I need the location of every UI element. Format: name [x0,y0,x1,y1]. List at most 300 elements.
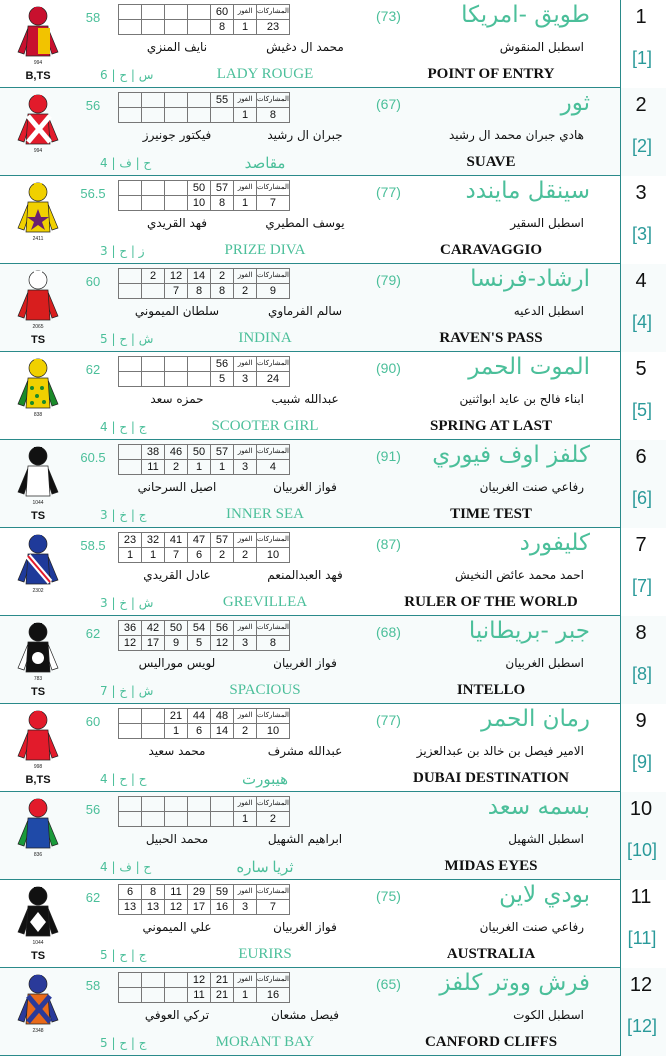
stat-cell [211,812,234,827]
trainer-name: فهد القريدي [146,216,208,230]
stat-cell [142,357,165,372]
barrier-number: [5] [631,400,652,420]
runs-label: المشاركات [257,533,290,548]
wins-label: الفوز [234,5,257,20]
extra-first-cell [119,357,142,372]
stat-cell [142,988,165,1003]
stat-cell [188,372,211,387]
horse-info: 7 | ش | خ [100,684,154,698]
dam-name: INNER SEA [226,506,304,522]
silk-id: 1044 [32,500,44,506]
horse-name-arabic: ارشاد-فرنسا [470,266,590,292]
horse-info: 3 | ز | ح [100,244,145,258]
stat-cell: 17 [188,900,211,915]
divider [620,0,621,88]
sire-name: CANFORD CLIFFS [424,1034,558,1050]
stat-cell: 16 [257,988,290,1003]
owner-stable: اسطبل الشهيل [508,832,584,846]
trainer-name: حمزه سعد [150,392,204,406]
barrier-number: [8] [631,664,652,684]
race-entry-row [0,792,666,880]
rating: (75) [376,888,401,904]
stat-cell: 8 [211,196,234,211]
wins-label: الفوز [234,885,257,900]
extra-first-cell [119,797,142,812]
weight: 56 [85,802,101,817]
stat-cell: 6 [188,548,211,563]
stat-cell: 7 [257,196,290,211]
race-entry-row [0,264,666,352]
sire-name: AUSTRALIA [446,946,536,962]
runs-label: المشاركات [257,269,290,284]
runs-label: المشاركات [257,973,290,988]
trainer-name: سلطان الميموني [134,304,220,318]
jockey-name: عبدالله شبيب [271,392,339,406]
race-entry-row [0,704,666,792]
stat-cell [165,797,188,812]
runs-label: المشاركات [257,93,290,108]
divider [620,792,621,880]
wins-label: الفوز [234,357,257,372]
stat-cell [165,973,188,988]
stat-cell [142,372,165,387]
barrier-number: [7] [631,576,652,596]
stat-cell: 7 [257,900,290,915]
divider [620,968,621,1056]
stat-cell: 13 [142,900,165,915]
sire-name: RAVEN'S PASS [439,330,543,346]
stat-cell [142,5,165,20]
runs-label: المشاركات [257,885,290,900]
trainer-name: لويس موراليس [138,656,216,670]
extra-first-cell [119,181,142,196]
runs-label: المشاركات [257,797,290,812]
stat-cell: 3 [234,372,257,387]
horse-info: 4 | ح | ح [100,772,147,786]
extra-first-w-cell: 12 [119,636,142,651]
weight: 60.5 [80,450,106,465]
stat-cell: 23 [257,20,290,35]
stat-cell [165,181,188,196]
form-stats-table [118,972,290,1003]
wins-label: الفوز [234,181,257,196]
extra-first-w-cell [119,724,142,739]
stat-cell [165,93,188,108]
dam-name: EURIRS [238,946,292,962]
wins-label: الفوز [234,973,257,988]
stat-cell: 5 [211,372,234,387]
race-entry-row [0,352,666,440]
divider [620,704,621,792]
entry-number: 8 [635,622,647,644]
stat-cell: 2 [234,284,257,299]
extra-first-w-cell [119,108,142,123]
owner-stable: رفاعي صنت الغربيان [479,920,584,934]
weight: 60 [85,714,101,729]
stat-cell: 54 [188,621,211,636]
owner-stable: اسطبل المنقوش [499,40,584,54]
horse-name-arabic: الموت الحمر [468,354,590,380]
stat-cell: 11 [142,460,165,475]
entry-number: 1 [635,6,647,28]
stat-cell [165,20,188,35]
stat-cell: 8 [257,108,290,123]
stat-cell: 50 [165,621,188,636]
wins-label: الفوز [234,269,257,284]
jockey-name: فيصل مشعان [270,1008,340,1022]
form-stats-table [118,620,290,651]
sire-name: CARAVAGGIO [440,242,542,258]
stat-cell: 12 [165,269,188,284]
sire-name: MIDAS EYES [444,858,538,874]
stat-cell: 2 [234,548,257,563]
barrier-number: [4] [631,312,652,332]
silk-id: 1044 [32,940,44,946]
jockey-name: يوسف المطيري [265,216,345,230]
jockey-name: جبران ال رشيد [267,128,343,142]
form-stats-table [118,180,290,211]
stat-cell: 3 [234,900,257,915]
sire-name: POINT OF ENTRY [427,66,555,82]
stat-cell: 44 [188,709,211,724]
stat-cell: 1 [234,196,257,211]
weight: 60 [85,274,101,289]
horse-info: 3 | ش | خ [100,596,154,610]
entry-number: 9 [635,710,647,732]
horse-name-arabic: سينقل مايندد [465,178,590,204]
owner-stable: احمد محمد عائض النخيش [455,568,584,582]
silk-id: 994 [33,148,43,154]
horse-info: 3 | ج | خ [100,508,147,522]
extra-first-cell: 23 [119,533,142,548]
race-entry-row [0,528,666,616]
stat-cell: 1 [188,460,211,475]
dam-name: GREVILLEA [222,594,308,610]
stat-cell: 3 [234,636,257,651]
rating: (73) [376,8,401,24]
entry-number: 3 [635,182,647,204]
weight: 56 [85,98,101,113]
equipment-tag: TS [30,686,46,698]
stat-cell: 38 [142,445,165,460]
rating: (77) [376,184,401,200]
divider [620,528,621,616]
horse-name-arabic: كلفز اوف فيوري [432,442,590,468]
owner-stable: اسطبل السقير [510,216,584,230]
sire-name: SUAVE [466,154,516,170]
rating: (67) [376,96,401,112]
jockey-name: ابراهيم الشهيل [267,832,343,846]
silk-id: 2411 [32,236,44,242]
stat-cell: 9 [165,636,188,651]
stat-cell: 12 [165,900,188,915]
divider [620,440,621,528]
divider [620,88,621,176]
silk-id: 994 [33,60,43,66]
stat-cell [142,709,165,724]
silk-id: 836 [33,852,43,858]
weight: 58 [85,10,101,25]
stat-cell [142,196,165,211]
horse-info: 6 | س | ح [100,68,154,82]
weight: 62 [85,362,101,377]
stat-cell: 8 [211,284,234,299]
horse-info: 5 | ج | ح [100,948,147,962]
horse-info: 5 | ش | ح [100,332,154,346]
stat-cell: 1 [142,548,165,563]
trainer-name: نايف المنزي [146,40,208,54]
extra-first-cell: 6 [119,885,142,900]
race-entry-row [0,88,666,176]
extra-first-cell [119,709,142,724]
stat-cell: 2 [211,269,234,284]
sire-name: INTELLO [456,682,526,698]
stat-cell: 8 [211,20,234,35]
stat-cell: 7 [165,284,188,299]
stat-cell: 2 [211,548,234,563]
entry-number: 6 [635,446,647,468]
trainer-name: علي الميموني [142,920,212,934]
stat-cell: 10 [188,196,211,211]
stat-cell [165,988,188,1003]
wins-label: الفوز [234,445,257,460]
stat-cell: 3 [234,460,257,475]
horse-info: 4 | ح | ف [100,860,152,874]
stat-cell: 1 [165,724,188,739]
barrier-number: [11] [627,928,657,948]
stat-cell [211,797,234,812]
silk-id: 2302 [32,588,44,594]
entry-number: 4 [635,270,647,292]
barrier-number: [1] [631,48,652,68]
race-entry-row [0,0,666,88]
extra-first-cell [119,5,142,20]
divider [620,880,621,968]
dam-name: SCOOTER GIRL [211,418,319,434]
stat-cell: 10 [257,548,290,563]
sire-name: RULER OF THE WORLD [404,594,578,610]
entry-number: 10 [629,798,653,820]
extra-first-cell [119,93,142,108]
horse-name-arabic: جبر -بريطانيا [468,618,590,644]
dam-name: مقاصد [244,156,286,172]
form-stats-table [118,444,290,475]
stat-cell [142,797,165,812]
stat-cell [188,20,211,35]
stat-cell [165,196,188,211]
stat-cell: 17 [142,636,165,651]
divider [620,616,621,704]
barrier-number: [6] [631,488,652,508]
stat-cell: 9 [257,284,290,299]
owner-stable: اسطبل الكوت [513,1008,584,1022]
stat-cell: 11 [188,988,211,1003]
barrier-number: [2] [631,136,652,156]
equipment-tag: TS [30,334,46,346]
stat-cell: 4 [257,460,290,475]
stat-cell: 48 [211,709,234,724]
weight: 62 [85,626,101,641]
trainer-name: اصيل السرحاني [137,480,217,494]
stat-cell [188,812,211,827]
stat-cell [188,357,211,372]
barrier-number: [9] [631,752,652,772]
stat-cell [142,181,165,196]
race-entry-row [0,440,666,528]
silk-id: 998 [33,764,43,770]
runs-label: المشاركات [257,709,290,724]
weight: 62 [85,890,101,905]
stat-cell: 2 [234,724,257,739]
wins-label: الفوز [234,621,257,636]
stat-cell [165,812,188,827]
stat-cell: 46 [165,445,188,460]
jockey-name: فواز الغربيان [273,480,337,494]
horse-name-arabic: رمان الحمر [481,706,590,732]
equipment-tag: B,TS [25,774,51,786]
stat-cell: 1 [211,460,234,475]
stat-cell: 47 [188,533,211,548]
extra-first-w-cell [119,372,142,387]
rating: (77) [376,712,401,728]
divider [620,352,621,440]
stat-cell [188,108,211,123]
stat-cell: 12 [211,636,234,651]
stat-cell [142,812,165,827]
stat-cell: 5 [188,636,211,651]
stat-cell [142,108,165,123]
stat-cell: 56 [211,357,234,372]
trainer-name: عادل القريدي [143,568,211,582]
trainer-name: تركي العوفي [144,1008,210,1022]
stat-cell [188,5,211,20]
runs-label: المشاركات [257,621,290,636]
dam-name: INDINA [238,330,292,346]
horse-name-arabic: كليفورد [519,530,590,556]
runs-label: المشاركات [257,5,290,20]
horse-name-arabic: ثور [560,90,590,116]
stat-cell [142,973,165,988]
stat-cell: 57 [211,181,234,196]
sire-name: SPRING AT LAST [430,418,552,434]
silk-id: 2348 [32,1028,44,1034]
stat-cell: 6 [188,724,211,739]
stat-cell: 1 [234,20,257,35]
stat-cell: 50 [188,181,211,196]
dam-name: MORANT BAY [215,1034,315,1050]
rating: (65) [376,976,401,992]
stat-cell: 50 [188,445,211,460]
owner-stable: اسطبل الدعيه [513,304,584,318]
weight: 58 [85,978,101,993]
equipment-tag: TS [30,510,46,522]
wins-label: الفوز [234,709,257,724]
stat-cell: 29 [188,885,211,900]
horse-name-arabic: بسمه سعد [487,794,590,820]
divider [620,176,621,264]
form-stats-table [118,268,290,299]
stat-cell: 32 [142,533,165,548]
owner-stable: ابناء فالح بن عايد ابواثنين [459,392,584,406]
stat-cell [165,357,188,372]
stat-cell [142,724,165,739]
jockey-name: فواز الغربيان [273,920,337,934]
rating: (90) [376,360,401,376]
owner-stable: رفاعي صنت الغربيان [479,480,584,494]
stat-cell [142,20,165,35]
stat-cell: 56 [211,621,234,636]
form-stats-table [118,532,290,563]
extra-first-w-cell [119,20,142,35]
entry-number: 2 [635,94,647,116]
horse-info: 4 | ح | ف [100,156,152,170]
stat-cell: 60 [211,5,234,20]
extra-first-cell [119,445,142,460]
silk-id: 838 [33,412,43,418]
rating: (87) [376,536,401,552]
extra-first-w-cell [119,988,142,1003]
stat-cell [188,797,211,812]
form-stats-table [118,884,290,915]
stat-cell: 8 [142,885,165,900]
entry-number: 12 [629,974,653,996]
silk-id: 783 [33,676,43,682]
race-entry-row [0,880,666,968]
silk-id: 2065 [32,324,44,330]
dam-name: SPACIOUS [229,682,301,698]
jockey-name: فهد العبدالمنعم [267,568,343,582]
runs-label: المشاركات [257,181,290,196]
rating: (68) [376,624,401,640]
stat-cell [188,93,211,108]
trainer-name: محمد الحبيل [145,832,209,846]
weight: 58.5 [80,538,106,553]
jockey-name: فواز الغربيان [273,656,337,670]
form-stats-table [118,4,290,35]
stat-cell: 21 [211,973,234,988]
stat-cell: 2 [165,460,188,475]
dam-name: ثريا ساره [236,860,294,876]
entry-number: 7 [635,534,647,556]
extra-first-w-cell [119,812,142,827]
stat-cell [142,284,165,299]
horse-info: 4 | ج | ح [100,420,147,434]
owner-stable: الامير فيصل بن خالد بن عبدالعزيز [416,744,584,758]
stat-cell: 42 [142,621,165,636]
jockey-name: سالم الفرماوي [267,304,343,318]
stat-cell [142,93,165,108]
stat-cell: 11 [165,885,188,900]
stat-cell [165,108,188,123]
barrier-number: [3] [631,224,652,244]
horse-name-arabic: طويق -امريكا [461,2,590,28]
stat-cell: 21 [211,988,234,1003]
form-stats-table [118,796,290,827]
extra-first-w-cell [119,196,142,211]
stat-cell [211,108,234,123]
stat-cell: 12 [188,973,211,988]
trainer-name: محمد سعيد [148,744,206,758]
stat-cell: 7 [165,548,188,563]
divider [620,264,621,352]
jockey-name: عبدالله مشرف [267,744,343,758]
extra-first-cell [119,269,142,284]
owner-stable: هادي جبران محمد ال رشيد [448,128,584,142]
stat-cell [165,5,188,20]
equipment-tag: B,TS [25,70,51,82]
wins-label: الفوز [234,93,257,108]
dam-name: هيبورت [241,772,289,788]
